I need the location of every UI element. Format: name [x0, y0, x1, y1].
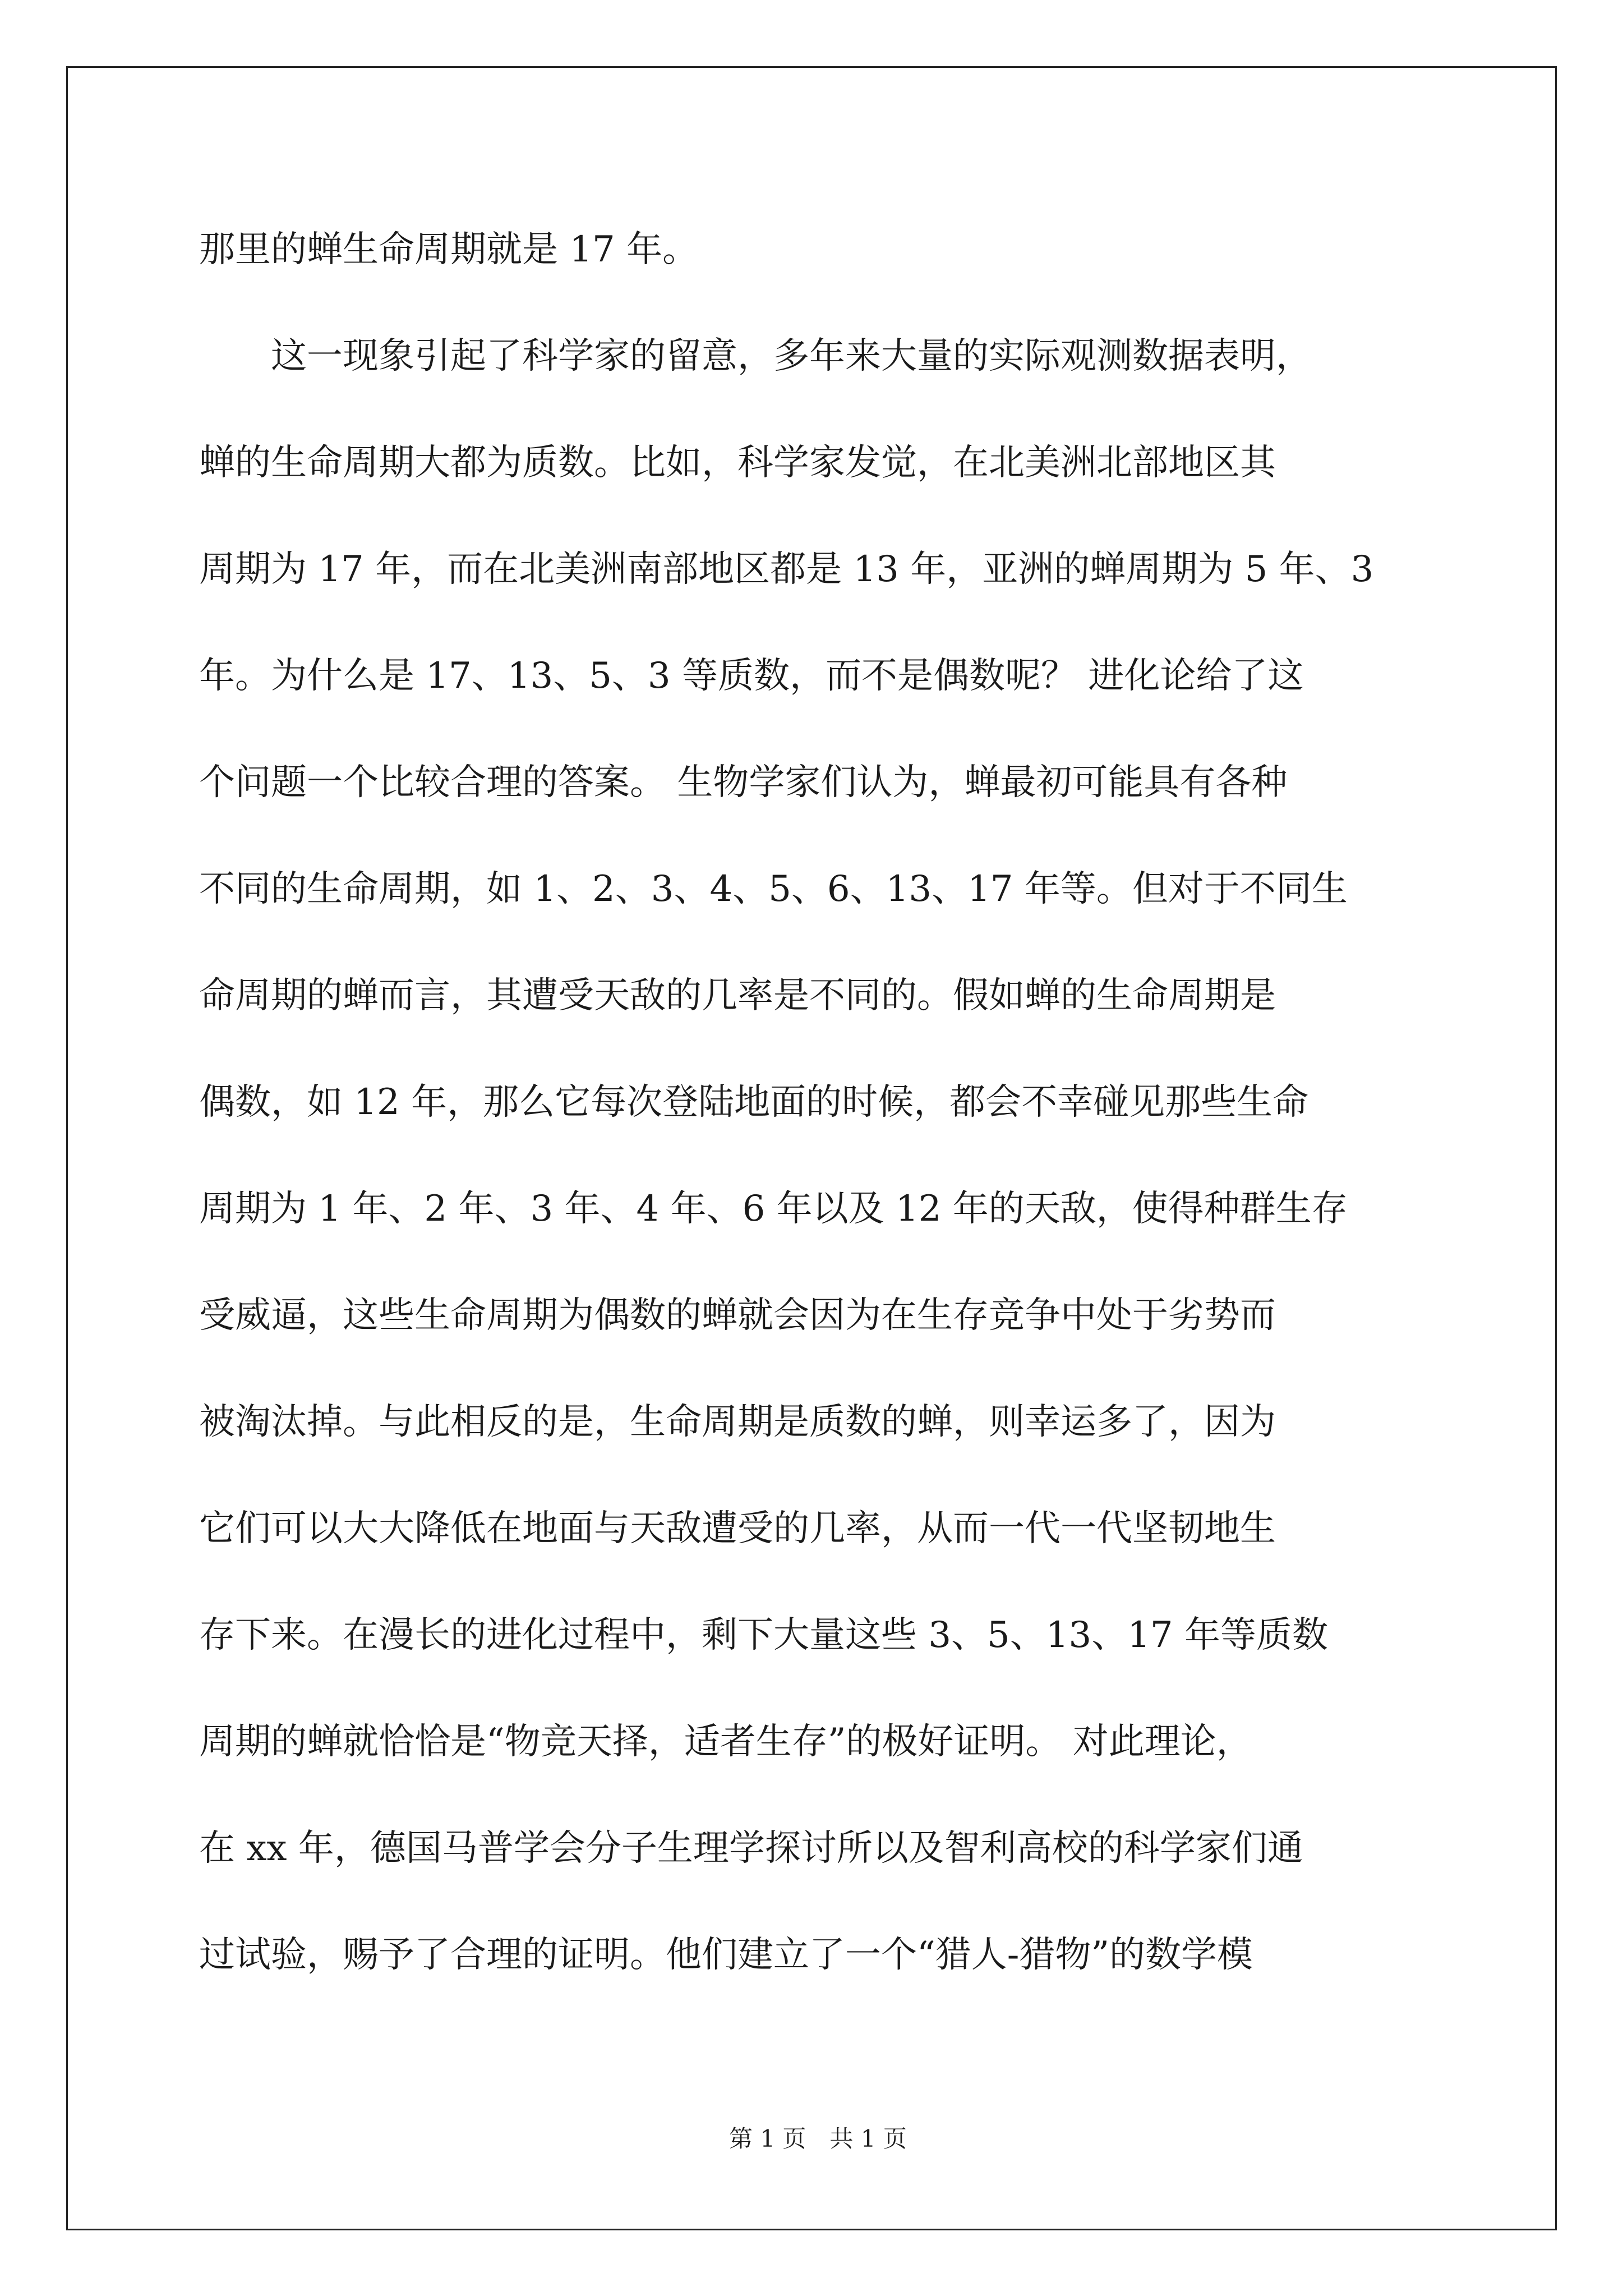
text-line: 命周期的蝉而言，其遭受天敌的几率是不同的。假如蝉的生命周期是	[199, 975, 1276, 1016]
text-line: 周期为 17 年，而在北美洲南部地区都是 13 年，亚洲的蝉周期为 5 年、3	[199, 549, 1374, 590]
text-line: 在 xx 年，德国马普学会分子生理学探讨所以及智利高校的科学家们通	[199, 1828, 1303, 1869]
page-border	[66, 66, 1557, 2230]
text-line: 偶数，如 12 年，那么它每次登陆地面的时候，都会不幸碰见那些生命	[199, 1082, 1309, 1123]
text-line: 存下来。在漫长的进化过程中，剩下大量这些 3、5、13、17 年等质数	[199, 1614, 1328, 1656]
text-line: 这一现象引起了科学家的留意，多年来大量的实际观测数据表明，	[199, 335, 1312, 377]
page-footer: 第 1 页 共 1 页	[729, 2125, 907, 2152]
text-line: 年。为什么是 17、13、5、3 等质数，而不是偶数呢？ 进化论给了这	[199, 655, 1304, 697]
text-line: 蝉的生命周期大都为质数。比如，科学家发觉，在北美洲北部地区其	[199, 442, 1276, 484]
text-line: 那里的蝉生命周期就是 17 年。	[199, 229, 699, 270]
text-line: 周期的蝉就恰恰是“物竞天择，适者生存”的极好证明。 对此理论，	[199, 1721, 1252, 1763]
text-line: 过试验，赐予了合理的证明。他们建立了一个“猎人-猎物”的数学模	[199, 1934, 1253, 1976]
text-line: 受威逼，这些生命周期为偶数的蝉就会因为在生存竞争中处于劣势而	[199, 1295, 1276, 1336]
text-line: 周期为 1 年、2 年、3 年、4 年、6 年以及 12 年的天敌，使得种群生存	[199, 1188, 1348, 1230]
text-line: 被淘汰掉。与此相反的是，生命周期是质数的蝉，则幸运多了，因为	[199, 1401, 1276, 1443]
text-line: 它们可以大大降低在地面与天敌遭受的几率，从而一代一代坚韧地生	[199, 1508, 1276, 1549]
text-line: 不同的生命周期，如 1、2、3、4、5、6、13、17 年等。但对于不同生	[199, 868, 1348, 910]
text-line: 个问题一个比较合理的答案。 生物学家们认为，蝉最初可能具有各种	[199, 762, 1288, 803]
